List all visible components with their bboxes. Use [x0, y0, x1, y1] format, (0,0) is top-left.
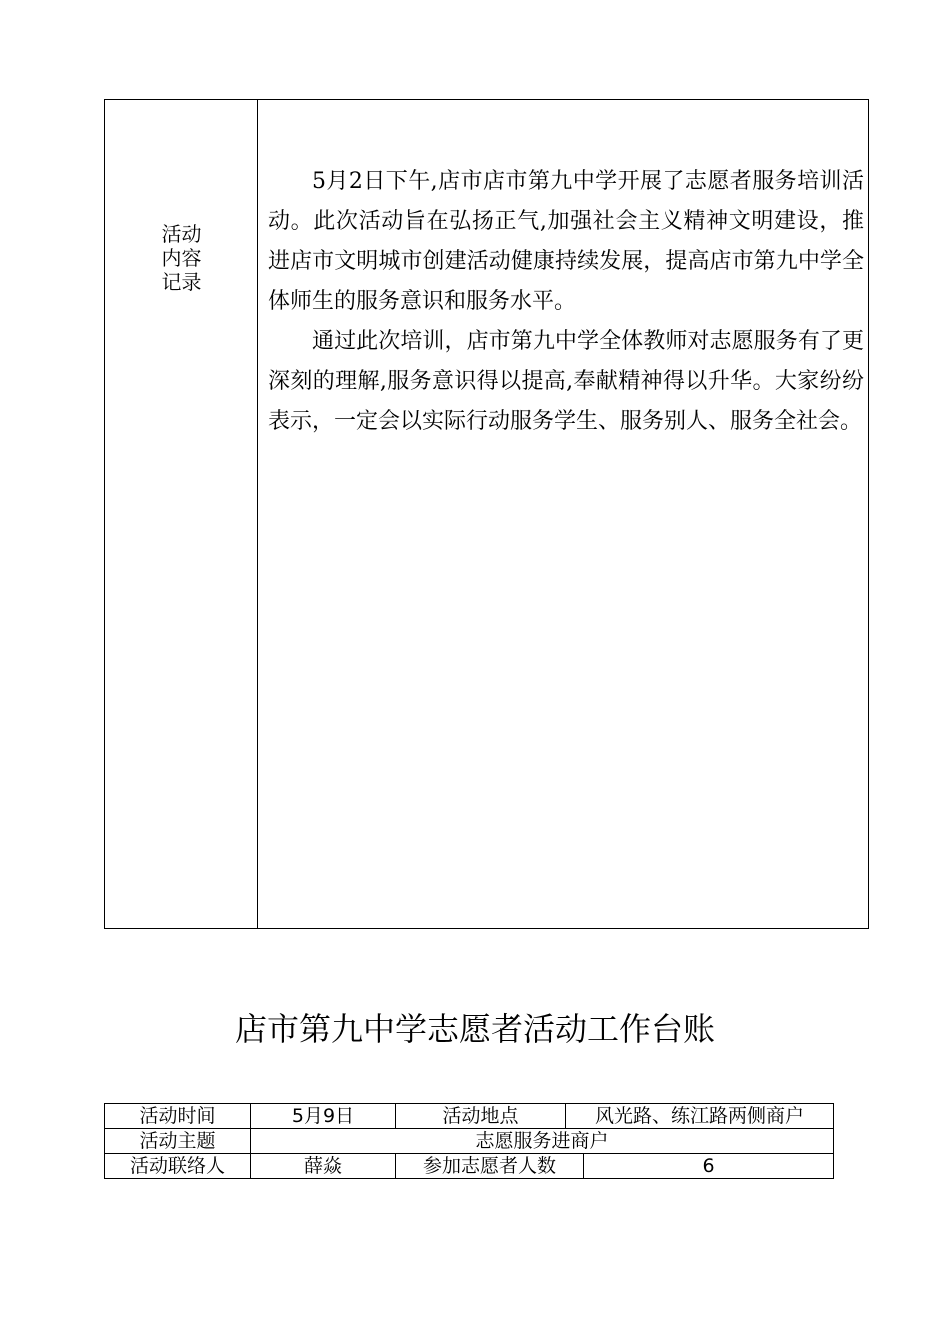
- record-label-cell: [105, 100, 258, 928]
- document-title: 店市第九中学志愿者活动工作台账: [234, 1010, 715, 1048]
- record-label-line: 活动: [161, 222, 202, 246]
- volunteer-count-label: 参加志愿者人数: [396, 1154, 584, 1179]
- theme-label: 活动主题: [105, 1129, 251, 1154]
- time-value: 5月9日: [251, 1104, 396, 1129]
- activity-info-table: [104, 1103, 834, 1179]
- theme-value: 志愿服务进商户: [251, 1129, 834, 1154]
- record-label-line: 内容: [161, 246, 202, 270]
- place-label: 活动地点: [396, 1104, 566, 1129]
- time-label: 活动时间: [105, 1104, 251, 1129]
- record-content: [268, 162, 864, 442]
- record-label: [105, 222, 258, 294]
- volunteer-count-value: 6: [584, 1154, 834, 1179]
- table-row: [105, 1129, 834, 1154]
- place-value: 风光路、练江路两侧商户: [566, 1104, 834, 1129]
- contact-label: 活动联络人: [105, 1154, 251, 1179]
- record-paragraph: 5月2日下午,店市店市第九中学开展了志愿者服务培训活动。此次活动旨在弘扬正气,加强社会主义精神文明建设，推进店市文明城市创建活动健康持续发展，提高店市第九中学全体师生的服务意识和服务水平。: [268, 169, 864, 314]
- table-row: [105, 1154, 834, 1179]
- activity-record-table: [104, 99, 869, 929]
- record-label-line: 记录: [161, 270, 202, 294]
- table-row: [105, 1104, 834, 1129]
- contact-value: 薛焱: [251, 1154, 396, 1179]
- record-paragraph: 通过此次培训，店市第九中学全体教师对志愿服务有了更深刻的理解,服务意识得以提高,奉献精神得以升华。大家纷纷表示，一定会以实际行动服务学生、服务别人、服务全社会。: [268, 329, 864, 434]
